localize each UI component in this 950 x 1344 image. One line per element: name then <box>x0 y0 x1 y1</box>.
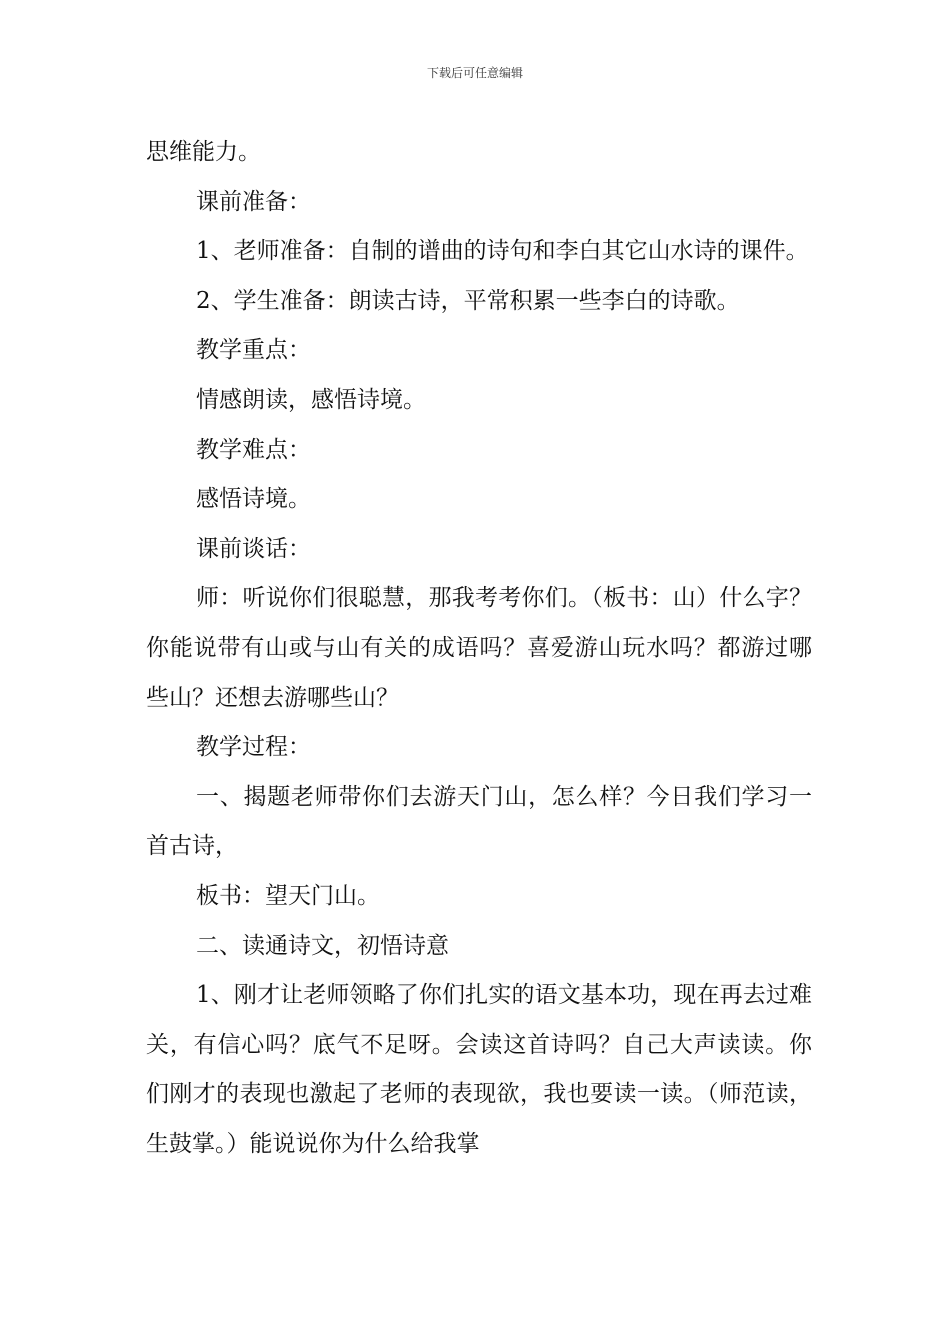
document-body <box>146 128 812 1169</box>
paragraph: 板书：望天门山。 <box>196 882 380 909</box>
paragraph: 感悟诗境。 <box>196 486 311 513</box>
paragraph: 教学重点： <box>196 337 311 364</box>
paragraph: 一、揭题老师带你们去游天门山，怎么样？今日我们学习一首古诗， <box>146 783 812 860</box>
paragraph: 1、老师准备：自制的谱曲的诗句和李白其它山水诗的课件。 <box>196 238 809 265</box>
paragraph: 课前准备： <box>196 188 311 215</box>
paragraph: 教学难点： <box>196 436 311 463</box>
paragraph: 二、读通诗文，初悟诗意 <box>196 932 449 959</box>
paragraph: 2、学生准备：朗读古诗，平常积累一些李白的诗歌。 <box>196 287 740 314</box>
paragraph: 课前谈话： <box>196 535 311 562</box>
paragraph: 情感朗读，感悟诗境。 <box>196 386 426 413</box>
paragraph: 教学过程： <box>196 734 311 761</box>
paragraph: 师：听说你们很聪慧，那我考考你们。（板书：山）什么字？你能说带有山或与山有关的成语吗？喜爱游山玩水吗？都游过哪些山？还想去游哪些山？ <box>146 585 812 711</box>
page-header: 下载后可任意编辑 <box>426 66 523 80</box>
paragraph: 1、刚才让老师领略了你们扎实的语文基本功，现在再去过难关，有信心吗？底气不足呀。会读这首诗吗？自己大声读读。你们刚才的表现也激起了老师的表现欲，我也要读一读。（师范读，生鼓掌。）能说说你为什么给我掌 <box>146 982 812 1157</box>
paragraph: 思维能力。 <box>146 139 261 165</box>
